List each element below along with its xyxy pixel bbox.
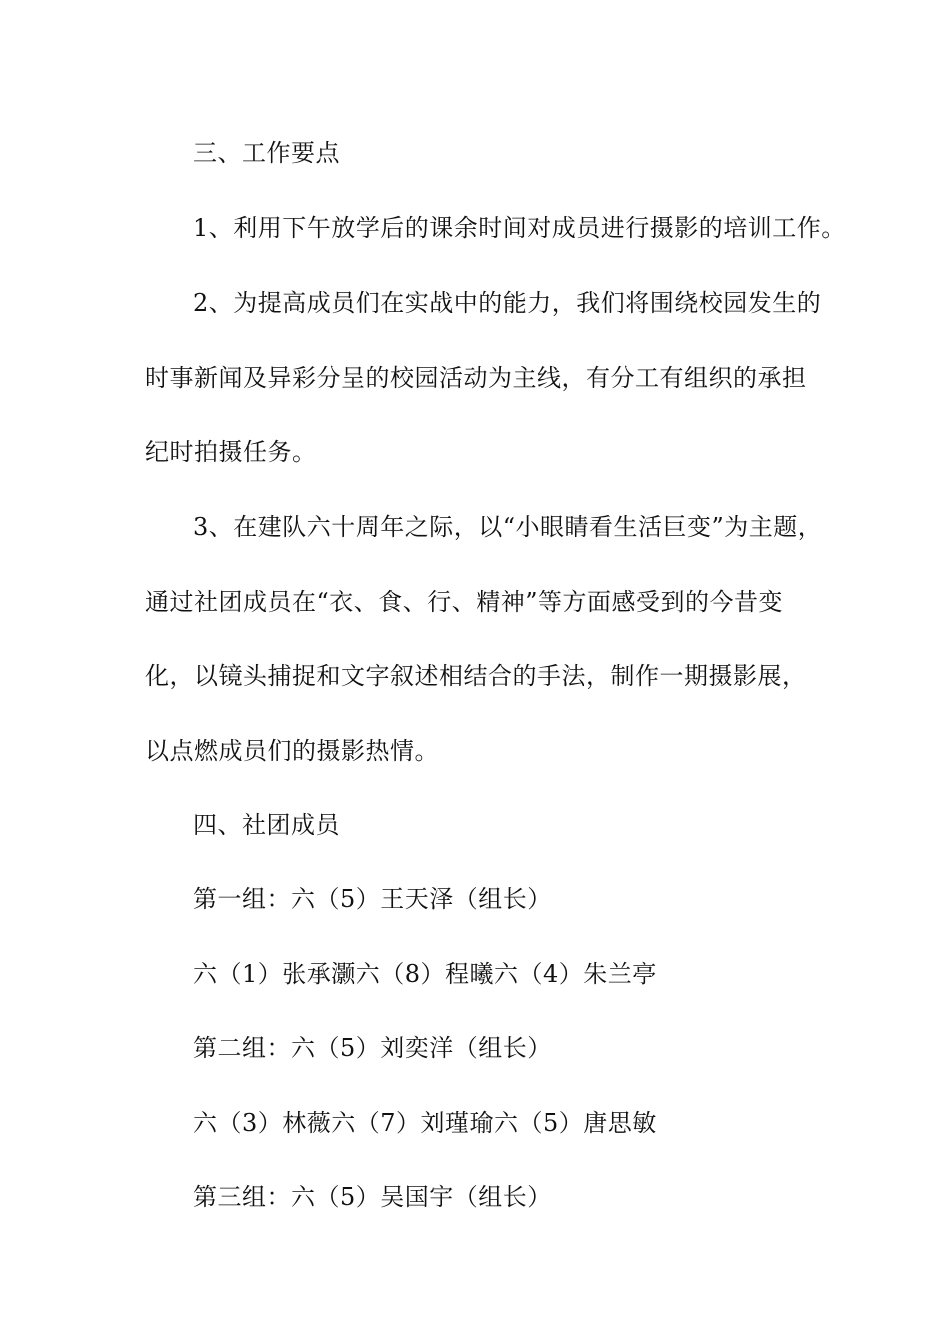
paragraph-line: 时事新闻及异彩分呈的校园活动为主线，有分工有组织的承担: [145, 364, 807, 392]
paragraph-line: 3、在建队六十周年之际，以“小眼睛看生活巨变”为主题，: [193, 513, 823, 541]
paragraph-line: 1、利用下午放学后的课余时间对成员进行摄影的培训工作。: [193, 214, 846, 242]
paragraph-line: 通过社团成员在“衣、食、行、精神”等方面感受到的今昔变: [145, 588, 784, 616]
group-line: 第二组：六（5）刘奕洋（组长）: [193, 1034, 552, 1062]
paragraph-line: 2、为提高成员们在实战中的能力，我们将围绕校园发生的: [193, 289, 822, 317]
paragraph-line: 以点燃成员们的摄影热情。: [145, 737, 439, 765]
section-heading-work-points: 三、工作要点: [193, 139, 340, 167]
paragraph-line: 化，以镜头捕捉和文字叙述相结合的手法，制作一期摄影展，: [145, 662, 807, 690]
group-line: 第一组：六（5）王天泽（组长）: [193, 885, 552, 913]
group-members-line: 六（3）林薇六（7）刘瑾瑜六（5）唐思敏: [193, 1109, 657, 1137]
paragraph-line: 纪时拍摄任务。: [145, 438, 317, 466]
section-heading-members: 四、社团成员: [193, 811, 340, 839]
group-line: 第三组：六（5）吴国宇（组长）: [193, 1183, 552, 1211]
group-members-line: 六（1）张承灏六（8）程曦六（4）朱兰亭: [193, 960, 657, 988]
